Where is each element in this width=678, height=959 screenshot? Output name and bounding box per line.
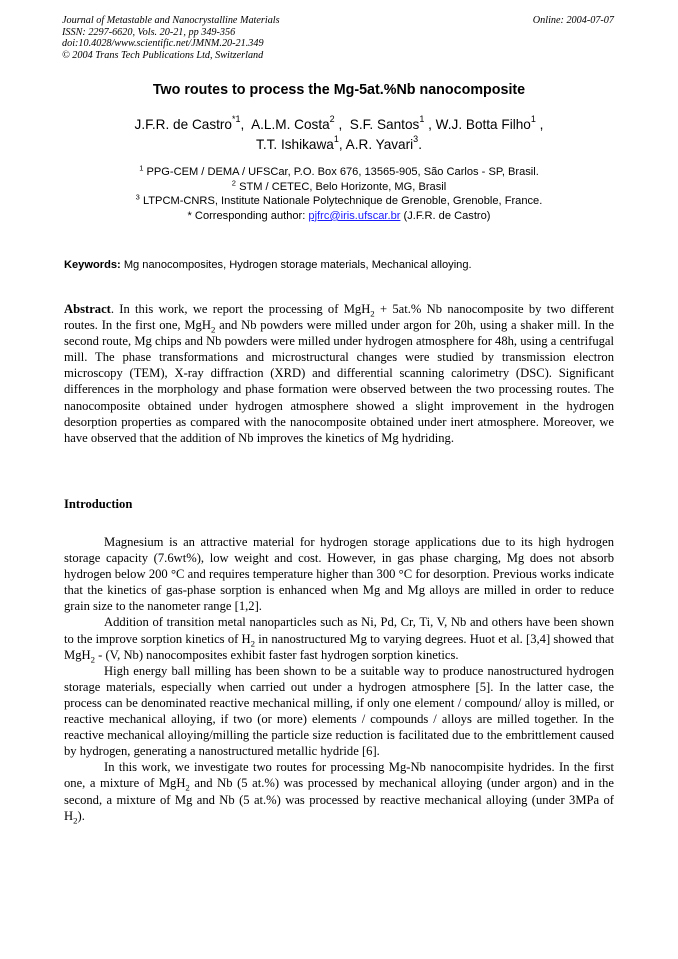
journal-name: Journal of Metastable and Nanocrystalline Materials <box>62 15 280 26</box>
affiliation-3: $^3$ LTPCM-CNRS, Institute Nationale Polytechnique de Grenoble, Grenoble, France. <box>135 192 543 208</box>
corresponding-author: * Corresponding author: pjfrc@iris.ufscar.br (J.F.R. de Castro) <box>187 209 491 222</box>
keywords <box>64 258 624 272</box>
section-heading-introduction: Introduction <box>64 497 133 511</box>
author-name: S.F. Santos <box>349 117 420 132</box>
author-name: J.F.R. de Castro <box>134 117 232 132</box>
author-mark: 1 <box>333 134 339 145</box>
issn-line: ISSN: 2297-6620, Vols. 20-21, pp 349-356 <box>62 26 236 38</box>
affiliation-2: $^2$ STM / CETEC, Belo Horizonte, MG, Brasil <box>231 177 447 193</box>
author-name: W.J. Botta Filho <box>435 117 531 132</box>
author-mark: 1 <box>530 114 536 125</box>
paragraph: Addition of transition metal nanoparticles such as Ni, Pd, Cr, Ti, V, Nb and others have been shown to the improve sorption kinetics of $H_2$ in nanostructured Mg to varying degrees. Huot et al. [3,4] showed that MgH$_2$ - (V, Nb) nanocomposites exhibit faster fast hydrogen sorption kinetics. <box>64 615 614 665</box>
copyright-line: © 2004 Trans Tech Publications Ltd, Switzerland <box>62 49 264 61</box>
affiliation-1: $^1$ PPG-CEM / DEMA / UFSCar, P.O. Box 676, 13565-905, São Carlos - SP, Brasil. <box>139 163 539 178</box>
paper-title: Two routes to process the Mg-5at.%Nb nanocomposite <box>152 82 526 98</box>
introduction-body <box>64 534 614 824</box>
email-link[interactable]: pjfrc@iris.ufscar.br <box>308 209 401 222</box>
author-name: T.T. Ishikawa <box>256 137 334 152</box>
paragraph: High energy ball milling has been shown to be a suitable way to produce nanostructured hydrogen storage materials, especially when carried out under a hydrogen atmosphere [5]. In the latter case, the process can be denominated reactive mechanical milling, if only one element / compound/ alloy is milled, or reactive mechanical alloying, if two (or more) elements / compounds / alloys are milled together. In the reactive mechanical alloying/milling the particle size reduction is facilitated due to the embrittlement caused by hydrogen, generating a nanostructured metallic hydride [6]. <box>64 663 614 759</box>
author-mark: *1 <box>231 114 241 125</box>
author-name: A.L.M. Costa <box>251 117 330 132</box>
keywords-text: Mg nanocomposites, Hydrogen storage materials, Mechanical alloying. <box>123 259 472 271</box>
author-name: A.R. Yavari <box>345 137 414 152</box>
affiliations <box>60 165 618 223</box>
abstract: Abstract. In this work, we report the processing of MgH$_2$ + 5at.% Nb nanocomposite by two different routes. In the first one, MgH$_2$ and Nb powders were milled under argon for 20h, using a shaker mill. In the second route, Mg chips and Nb powders were milled under hydrogen atmosphere for 48h, using a centrifugal mill. The phase transformations and microstructural changes were studied by transmission electron microscopy (TEM), X-ray diffraction (XRD) and differential scanning calorimetry (DSC). Significant differences in the morphology and phase formation were observed between the two processing routes. The nanocomposite obtained under hydrogen atmosphere showed a slight improvement in the hydrogen desorption properties as compared with the nanocomposite obtained under inert atmosphere. Moreover, we have observed that the addition of Nb improves the kinetics of Mg hydriding. <box>64 302 614 445</box>
journal-info <box>62 15 362 61</box>
doi-line: doi:10.4028/www.scientific.net/JMNM.20-21.349 <box>62 38 264 50</box>
author-mark: 3 <box>413 134 419 145</box>
author-mark: 2 <box>329 114 335 125</box>
abstract-label: Abstract <box>64 302 111 316</box>
paragraph: Magnesium is an attractive material for hydrogen storage applications due to its high hydrogen storage capacity (7.6wt%), low weight and cost. However, in gas phase charging, Mg does not absorb hydrogen below 200 °C and requires temperature higher than 300 °C for desorption. Previous works indicate that the kinetics of gas-phase sorption is enhanced when Mg and Mg alloys are milled in order to reduce grain size to the nanometer range [1,2]. <box>64 535 614 614</box>
author-list: J.F.R. de Castro$^{*1}$, A.L.M. Costa$^2$ , S.F. Santos$^1$ , W.J. Botta Filho$^1$ , T.T. Ishikawa$^1$, A.R. Yavari$^3$. <box>134 114 544 152</box>
author-mark: 1 <box>419 114 425 125</box>
paragraph: In this work, we investigate two routes for processing Mg-Nb nanocompisite hydrides. In the first one, a mixture of MgH$_2$ and Nb (5 at.%) was processed by mechanical alloying (under argon) and in the second, a mixture of Mg and Nb (5 at.%) was processed by reactive mechanical alloying (under 3MPa of $H_2$). <box>64 760 614 826</box>
keywords-label: Keywords: <box>64 259 121 271</box>
online-date: Online: 2004-07-07 <box>532 15 614 26</box>
